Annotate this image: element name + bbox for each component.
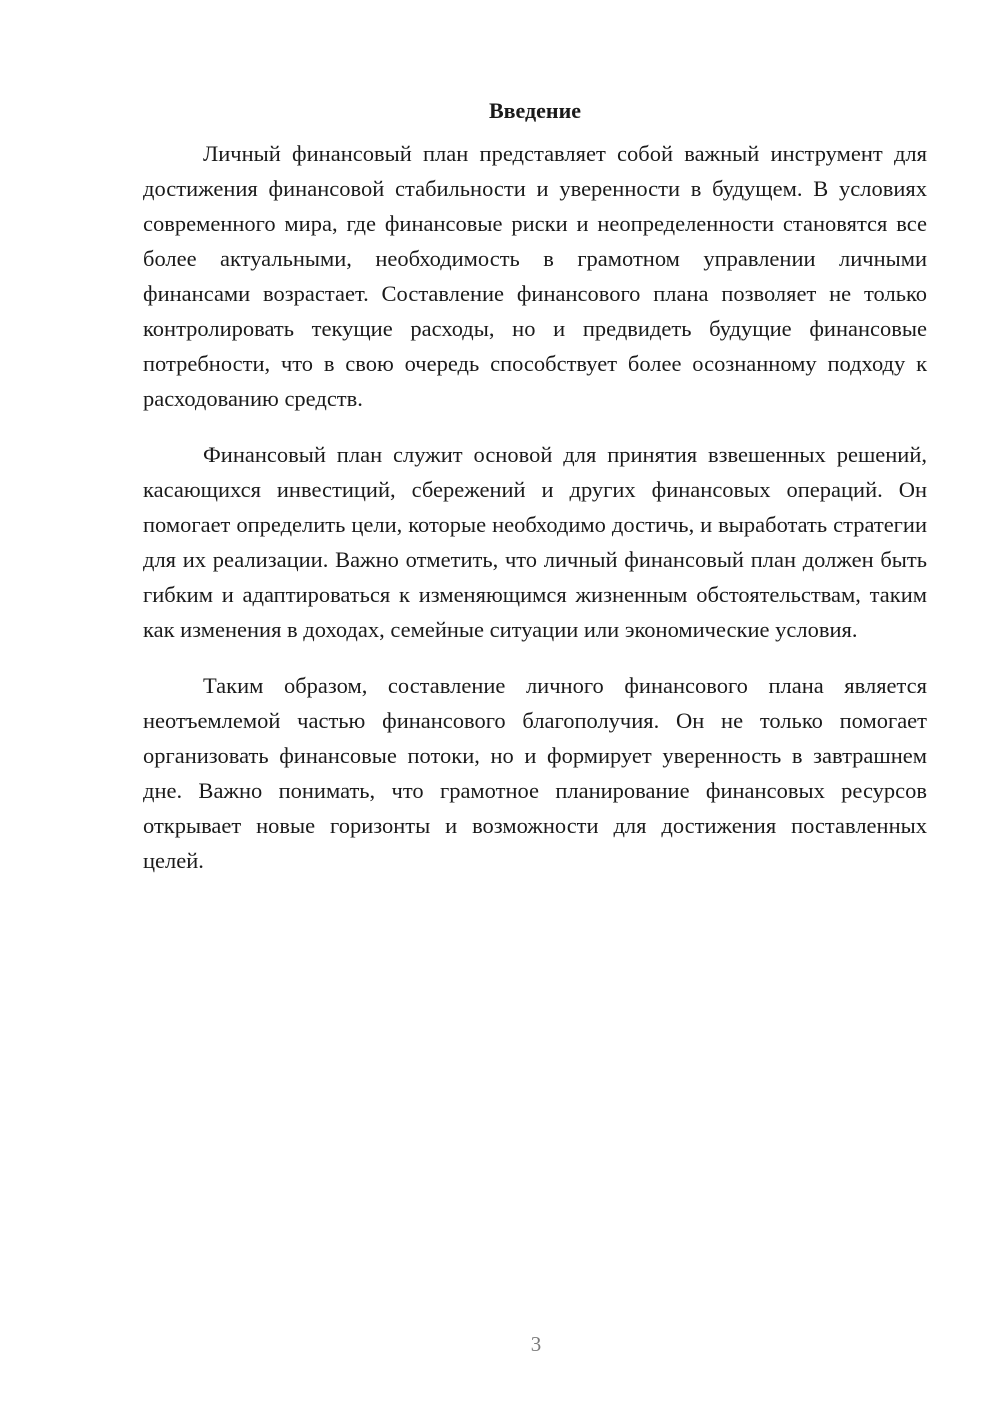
section-heading: Введение bbox=[488, 98, 582, 123]
paragraph-3: Таким образом, составление личного финансового плана является неотъемлемой частью финансового благополучия. Он не только помогает организовать финансовые потоки, но и формирует уверенность в завтрашнем дне. Важно понимать, что грамотное планирование финансовых ресурсов открывает новые горизонты и возможности для достижения поставленных целей. bbox=[143, 673, 927, 873]
page-number: 3 bbox=[530, 1332, 542, 1356]
paragraph-1: Личный финансовый план представляет собой важный инструмент для достижения финансовой стабильности и уверенности в будущем. В условиях современного мира, где финансовые риски и неопределенности становятся все более актуальными, необходимость в грамотном управлении личными финансами возрастает. Составление финансового плана позволяет не только контролировать текущие расходы, но и предвидеть будущие финансовые потребности, что в свою очередь способствует более осознанному подходу к расходованию средств. bbox=[143, 141, 927, 411]
paragraph-2: Финансовый план служит основой для принятия взвешенных решений, касающихся инвестиций, сбережений и других финансовых операций. Он помогает определить цели, которые необходимо достичь, и выработать стратегии для их реализации. Важно отметить, что личный финансовый план должен быть гибким и адаптироваться к изменяющимся жизненным обстоятельствам, таким как изменения в доходах, семейные ситуации или экономические условия. bbox=[143, 442, 927, 642]
document-body bbox=[143, 96, 927, 899]
